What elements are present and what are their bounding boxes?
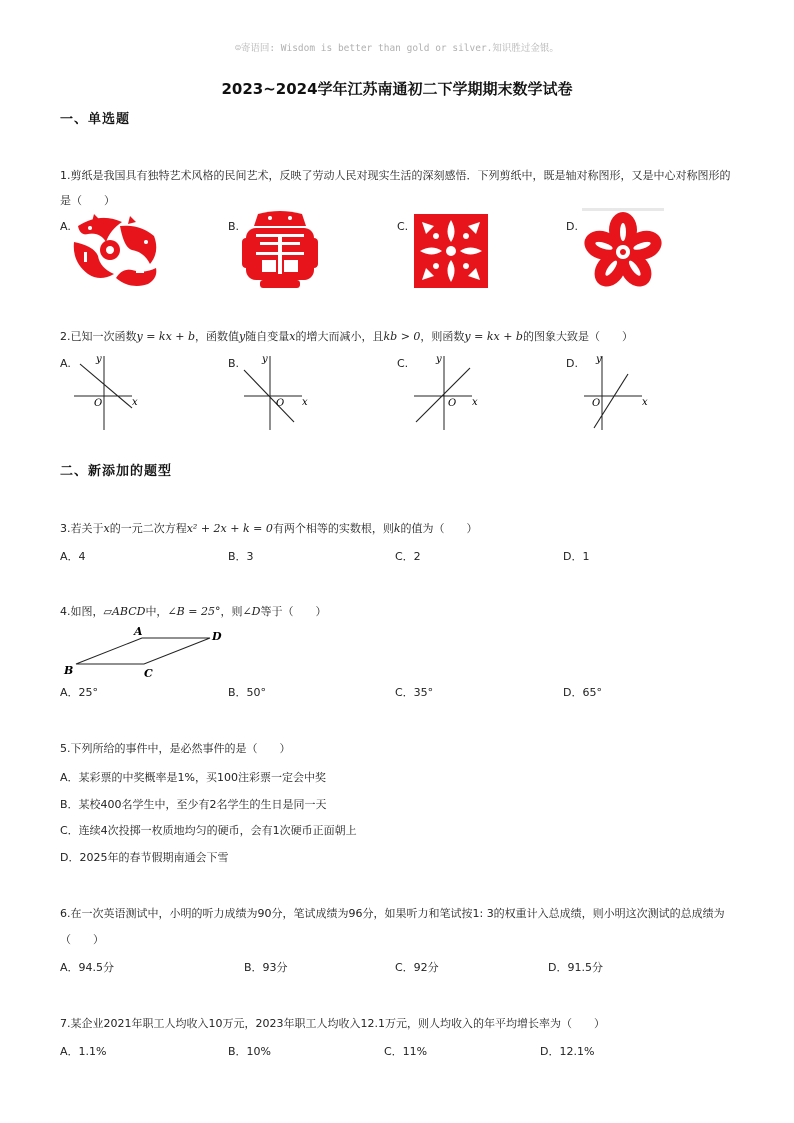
q2-graph-c-origin: O xyxy=(448,398,457,409)
q7-text: 7.某企业2021年职工人均收入10万元，2023年职工人均收入12.1万元，则人均收入的年平均增长率为（ ） xyxy=(60,1017,605,1030)
q4-vertex-c: C xyxy=(144,667,153,680)
q4-text-post: 等于（ ） xyxy=(260,605,327,618)
q3-option-d: D．1 xyxy=(563,550,590,563)
q2-text-mid2: 随自变量 xyxy=(245,330,290,343)
q2-option-c-label: C. xyxy=(397,357,409,370)
q3-text-mid1: 的一元二次方程 xyxy=(109,522,187,535)
q2-text-mid1: ，函数值 xyxy=(195,330,240,343)
q6-option-c: C．92分 xyxy=(395,961,439,974)
q2-var-x: x xyxy=(289,330,296,343)
q3-equation: x² + 2x + k = 0 xyxy=(186,522,273,535)
q5-option-a: A．某彩票的中奖概率是1%，买100注彩票一定会中奖 xyxy=(60,771,326,784)
q4-text-pre: 4.如图， xyxy=(60,605,104,618)
q2-graph-a-origin: O xyxy=(94,398,103,409)
header-motto: ☺寄语回: Wisdom is better than gold or silver.知识胜过金银。 xyxy=(235,43,559,54)
q3-text-mid2: 有两个相等的实数根，则 xyxy=(272,522,394,535)
q6-option-a: A．94.5分 xyxy=(60,961,115,974)
q6-option-b: B．93分 xyxy=(244,961,288,974)
papercut-fish-image xyxy=(70,212,162,292)
q2-text-mid3: 的增大而减小，且 xyxy=(295,330,384,343)
q1-option-a-label: A. xyxy=(60,220,71,233)
q5-option-d: D．2025年的春节假期南通会下雪 xyxy=(60,851,229,864)
q1-option-b-label: B. xyxy=(228,220,240,233)
q5-text: 5.下列所给的事件中，是必然事件的是（ ） xyxy=(60,742,291,755)
q4-angle-b: ∠B = 25° xyxy=(167,605,221,618)
q2-graph-c-y-label: y xyxy=(436,354,442,365)
page-title: 2023~2024学年江苏南通初二下学期期末数学试卷 xyxy=(221,80,573,98)
q4-text xyxy=(60,604,327,620)
q7-option-b: B．10% xyxy=(228,1045,271,1058)
q4-vertex-d: D xyxy=(212,630,222,643)
q2-graph-a-x-label: x xyxy=(132,397,138,408)
q2-graph-a xyxy=(70,350,150,432)
q2-graph-b-y-label: y xyxy=(262,354,268,365)
q4-option-d: D．65° xyxy=(563,686,602,699)
q2-text-post: 的图象大致是（ ） xyxy=(522,330,633,343)
q2-option-b-label: B. xyxy=(228,357,240,370)
q2-text-pre: 2.已知一次函数 xyxy=(60,330,137,343)
q4-parallelogram: ▱ABCD xyxy=(103,605,146,618)
q2-graph-d xyxy=(580,350,660,432)
q1-text: 1.剪纸是我国具有独特艺术风格的民间艺术，反映了劳动人民对现实生活的深刻感悟．下列剪纸中，既是轴对称图形，又是中心对称图形的 xyxy=(60,169,731,182)
q3-var-x: x xyxy=(103,522,110,535)
q3-var-k: k xyxy=(393,522,401,535)
q2-graph-c-x-label: x xyxy=(472,397,478,408)
q4-angle-d: ∠D xyxy=(242,605,261,618)
q4-parallelogram-figure xyxy=(62,624,230,680)
q1-option-d-label: D. xyxy=(566,220,578,233)
q6-option-d: D．91.5分 xyxy=(548,961,603,974)
q2-graph-b xyxy=(240,350,320,432)
q1-text-line2: 是（ ） xyxy=(60,194,115,207)
papercut-flower-image xyxy=(582,208,664,292)
q3-option-b: B．3 xyxy=(228,550,254,563)
q2-graph-d-x-label: x xyxy=(642,397,648,408)
q7-option-d: D．12.1% xyxy=(540,1045,595,1058)
q2-text xyxy=(60,329,633,345)
q4-option-a: A．25° xyxy=(60,686,99,699)
q7-option-c: C．11% xyxy=(384,1045,428,1058)
q2-graph-c-line xyxy=(416,368,470,422)
q1-option-c-label: C. xyxy=(397,220,409,233)
section-heading-single-choice: 一、单选题 xyxy=(60,112,131,127)
q4-vertex-a: A xyxy=(134,625,143,638)
q2-graph-a-y-label: y xyxy=(96,354,102,365)
q2-condition: kb > 0 xyxy=(383,330,421,343)
q2-option-d-label: D. xyxy=(566,357,578,370)
papercut-double-happiness-image xyxy=(240,210,320,290)
q4-vertex-b: B xyxy=(64,664,74,677)
q6-text-line2: （ ） xyxy=(60,933,104,946)
q3-option-a: A．4 xyxy=(60,550,86,563)
q3-option-c: C．2 xyxy=(395,550,421,563)
q3-text xyxy=(60,521,478,537)
q4-text-mid2: ，则 xyxy=(220,605,243,618)
q3-text-post: 的值为（ ） xyxy=(400,522,478,535)
q2-function-2: y = kx + b xyxy=(464,330,523,343)
q2-graph-b-origin: O xyxy=(276,398,285,409)
q2-function-1: y = kx + b xyxy=(136,330,196,343)
section-heading-new-type: 二、新添加的题型 xyxy=(60,464,173,479)
q2-var-y: y xyxy=(239,330,246,343)
papercut-square-pattern-image xyxy=(412,212,490,290)
q4-option-b: B．50° xyxy=(228,686,267,699)
q2-option-a-label: A. xyxy=(60,357,71,370)
q2-graph-c xyxy=(410,350,490,432)
q2-graph-b-x-label: x xyxy=(302,397,308,408)
q3-text-pre: 3.若关于 xyxy=(60,522,104,535)
q5-option-b: B．某校400名学生中，至少有2名学生的生日是同一天 xyxy=(60,798,327,811)
q6-text: 6.在一次英语测试中，小明的听力成绩为90分，笔试成绩为96分，如果听力和笔试按1: 3的权重计入总成绩，则小明这次测试的总成绩为 xyxy=(60,907,725,920)
q4-option-c: C．35° xyxy=(395,686,434,699)
q4-text-mid1: 中， xyxy=(145,605,168,618)
q2-text-mid4: ，则函数 xyxy=(420,330,465,343)
q2-graph-d-origin: O xyxy=(592,398,601,409)
q2-graph-d-y-label: y xyxy=(596,354,602,365)
q2-graph-a-line xyxy=(80,364,132,408)
q7-option-a: A．1.1% xyxy=(60,1045,107,1058)
q5-option-c: C．连续4次投掷一枚质地均匀的硬币，会有1次硬币正面朝上 xyxy=(60,824,357,837)
